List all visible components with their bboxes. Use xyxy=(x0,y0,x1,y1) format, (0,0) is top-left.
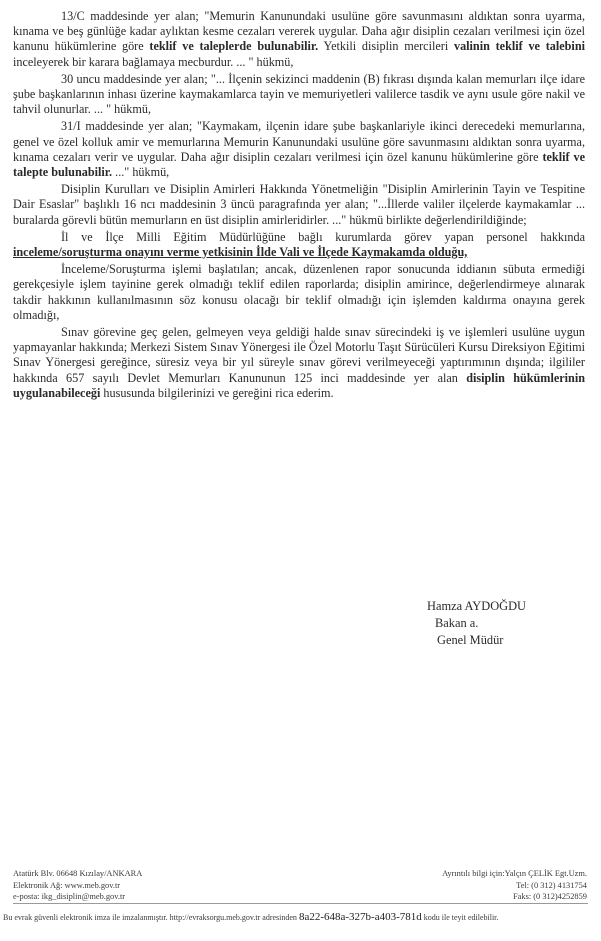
paragraph-31i xyxy=(13,119,585,180)
footer-phone: Tel: (0 312) 4131754 xyxy=(516,880,587,890)
paragraph-13c xyxy=(13,9,585,70)
notice-text: Bu evrak güvenli elektronik imza ile imzalanmıştır. http://evraksorgu.meb.gov.tr adresinden xyxy=(3,913,299,922)
signature-block xyxy=(427,598,587,649)
text: hususunda bilgilerinizi ve gereğini rica ederim. xyxy=(100,385,334,400)
text: İl ve İlçe Milli Eğitim Müdürlüğüne bağlı kurumlarda görev yapan personel hakkında xyxy=(61,229,585,244)
text: 13/C maddesinde yer alan; "Memurin Kanunundaki usulüne göre savunmasını aldıktan sonra uyarma, kınama ve beş günlüğe kadar aylıktan kesme cezaları vererek uygular. Daha ağır disiplin cezaları verilmesi için özel kanunu hükümlerine göre xyxy=(13,9,585,54)
signatory-title: Bakan a. xyxy=(435,616,479,630)
letter-body xyxy=(13,9,585,403)
footer-address-line: Atatürk Blv. 06648 Kızılay/ANKARA xyxy=(13,869,143,878)
paragraph-authority xyxy=(13,230,585,260)
text: inceleyerek bir karara bağlamaya mecburdur. ... " hükmü, xyxy=(13,54,294,69)
footer-contact-person: Ayrıntılı bilgi için:Yalçın ÇELİK Egt.Uzm. xyxy=(442,869,587,878)
footer-divider xyxy=(13,903,588,904)
footer-website: Elektronik Ağ: www.meb.gov.tr xyxy=(13,880,121,890)
bold-text: teklif ve talepte bulunabilir. xyxy=(13,149,585,180)
text: ..." hükmü, xyxy=(112,165,170,180)
bold-underlined-text: inceleme/soruşturma onayını verme yetkisinin İlde Vali ve İlçede Kaymakamda olduğu, xyxy=(13,245,468,260)
notice-text: kodu ile teyit edilebilir. xyxy=(421,913,499,922)
text: 31/I maddesinde yer alan; "Kaymakam, ilçenin idare şube başkanlariyle ikinci derecedeki memurlarına, genel ve özel kolluk amir ve memurlarına Memurin Kanunundaki usulüne göre savunmasını aldıktan sonra uyarma, kınama cezaları verir ve uygular. Daha ağır disiplin cezaları verilmesi için özel kanunu hükümlerine göre xyxy=(13,119,585,164)
text: Sınav görevine geç gelen, gelmeyen veya geldiği halde sınav sürecindeki iş ve işlemleri usulüne uygun yapmayanlar hakkında; Merkezi Sistem Sınav Yönergesi ile Özel Motorlu Taşıt Sürücüleri Kursu Direksiyon Eğitimi Sınav Yönergesi gereğince, süresiz veya bir yıl süreyle sınav görevi verilmeyeceği yaptırımının dışında; ilgililer hakkında 657 sayılı Devlet Memurları Kanununun 125 inci maddesinde yer alan xyxy=(13,325,585,385)
bold-text: valinin teklif ve talebini xyxy=(453,39,585,54)
paragraph-regulation: Disiplin Kurulları ve Disiplin Amirleri Hakkında Yönetmeliğin "Disiplin Amirlerinin Tayin ve Tespitine Dair Esaslar" başlıklı 16 ncı maddesinin 3 üncü paragrafında yer alan; "...İllerde valiler ilçelerde kaymakamlar ... buralarda görevli bütün memurların en üst disiplin amirleridirler. ..." hükmü birlikte değerlendirildiğinde; xyxy=(13,182,585,227)
verification-code: 8a22-648a-327b-a403-781d xyxy=(298,911,422,923)
signatory-name: Hamza AYDOĞDU xyxy=(427,599,526,613)
e-signature-notice xyxy=(3,911,598,924)
bold-text: teklif ve taleplerde bulunabilir. xyxy=(149,39,319,54)
footer-fax: Faks: (0 312)4252859 xyxy=(513,892,587,901)
paragraph-exam-duty xyxy=(13,325,585,401)
paragraph-investigation: İnceleme/Soruşturma işlemi başlatılan; ancak, düzenlenen rapor sonucunda iddianın sübuta ermediği gerekçesiyle işlem tayinine gerek olmadığı teklif edilen raporlarda; disiplin amirince, değerlendirmeye alınarak takdir hakkının kullanılmasının söz konusu olacağı bir teklif olmadığı için işlemden kaldırma onayına gerek olmadığı, xyxy=(13,262,585,322)
footer-email: e-posta: ikg_disiplin@meb.gov.tr xyxy=(13,892,126,901)
text: Yetkili disiplin mercileri xyxy=(318,39,454,54)
footer-contact xyxy=(442,868,587,903)
footer-address xyxy=(13,868,142,903)
signatory-position: Genel Müdür xyxy=(437,633,504,647)
bold-text: disiplin hükümlerinin uygulanabileceği xyxy=(13,370,585,400)
paragraph-30: 30 uncu maddesinde yer alan; "... İlçenin sekizinci maddenin (B) fıkrası dışında kalan memurları ilçe idare şube başkanlarının inhası üzerine kaymakamlarca tayin ve memuriyetleri valilerce tasdik ve aynı usule göre nakil ve tahvil olunurlar. ... " hükmü, xyxy=(13,71,585,117)
